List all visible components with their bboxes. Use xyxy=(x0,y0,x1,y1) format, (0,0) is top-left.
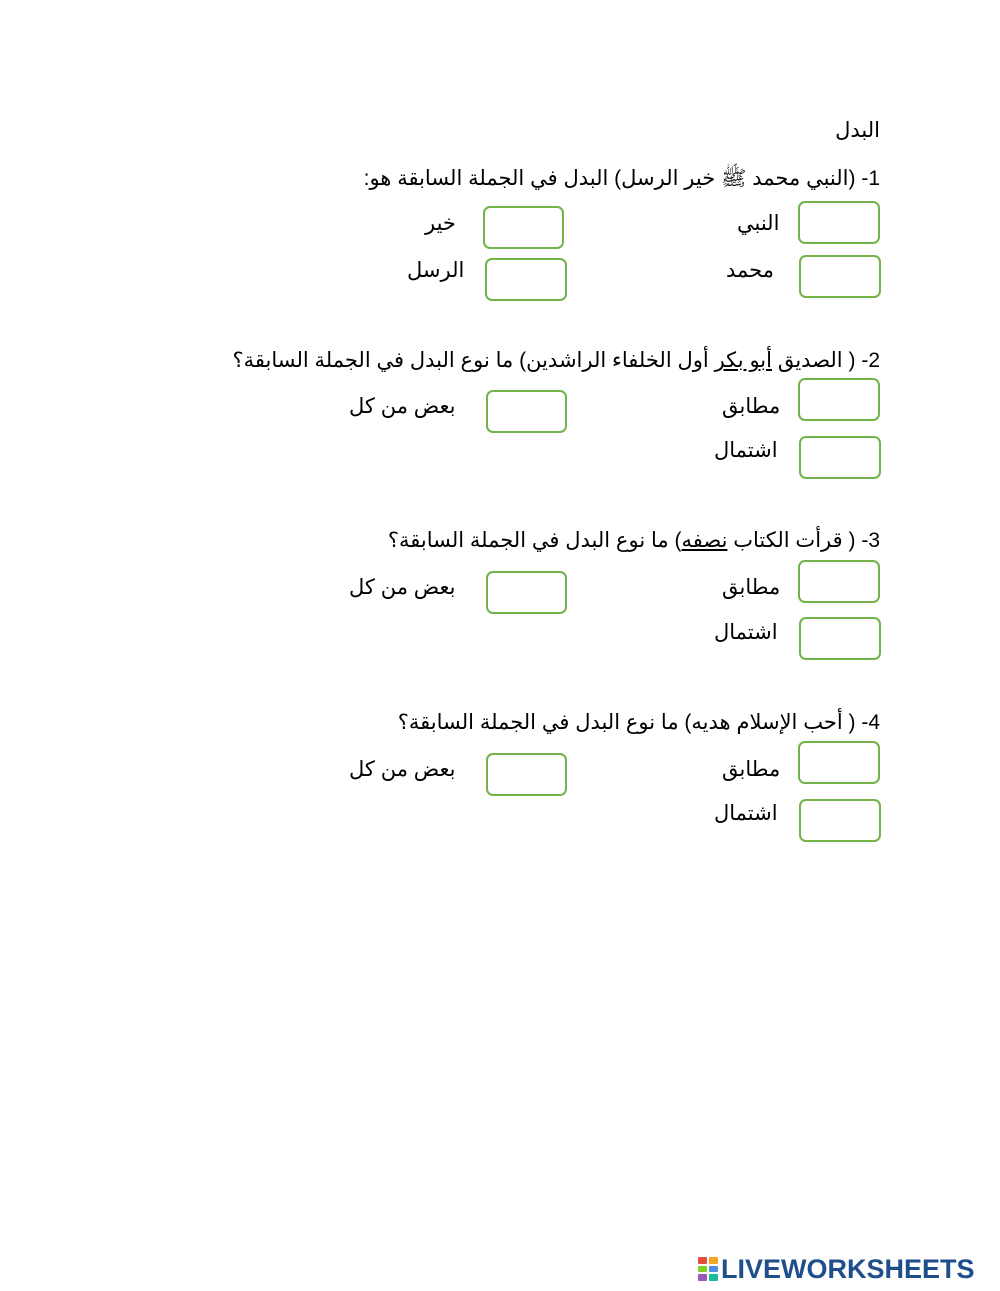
q1-option-label-muhammad: محمد xyxy=(726,259,774,282)
question-3-text: 3- ( قرأت الكتاب نصفه) ما نوع البدل في الجملة السابقة؟ xyxy=(387,529,880,552)
q2-option-label-mutabiq: مطابق xyxy=(722,395,781,418)
page-title: البدل xyxy=(835,119,880,142)
question-number: 1- xyxy=(855,167,880,190)
q3-option-label-baad: بعض من كل xyxy=(349,576,456,599)
q1-answer-box-khair[interactable] xyxy=(483,206,564,249)
q1-answer-box-rusul[interactable] xyxy=(485,258,567,301)
q1-answer-box-muhammad[interactable] xyxy=(799,255,881,298)
logo-block xyxy=(709,1266,718,1273)
q2-answer-box-mutabiq[interactable] xyxy=(798,378,880,421)
q3-answer-box-baad[interactable] xyxy=(486,571,567,614)
q4-answer-box-ishtimal[interactable] xyxy=(799,799,881,842)
q4-option-label-baad: بعض من كل xyxy=(349,758,456,781)
q2-answer-box-ishtimal[interactable] xyxy=(799,436,881,479)
q2-option-label-baad: بعض من كل xyxy=(349,395,456,418)
logo-blocks-icon xyxy=(698,1257,718,1281)
q4-answer-box-mutabiq[interactable] xyxy=(798,741,880,784)
logo-block xyxy=(698,1257,707,1264)
liveworksheets-logo xyxy=(698,1254,975,1284)
logo-block xyxy=(709,1274,718,1281)
underlined-badal-word: نصفه xyxy=(681,529,728,552)
question-1-text: 1- (النبي محمد ﷺ خير الرسل) البدل في الجملة السابقة هو: xyxy=(363,167,880,190)
q4-option-label-ishtimal: اشتمال xyxy=(714,802,778,825)
brand-name: LIVEWORKSHEETS xyxy=(721,1253,975,1284)
q4-answer-box-baad[interactable] xyxy=(486,753,567,796)
q3-option-label-mutabiq: مطابق xyxy=(722,576,781,599)
q3-answer-box-mutabiq[interactable] xyxy=(798,560,880,603)
q1-answer-box-nabi[interactable] xyxy=(798,201,880,244)
q1-option-label-khair: خير xyxy=(425,212,456,235)
question-2-text: 2- ( الصديق أبو بكر أول الخلفاء الراشدين) ما نوع البدل في الجملة السابقة؟ xyxy=(232,349,880,372)
q2-answer-box-baad[interactable] xyxy=(486,390,567,433)
q3-option-label-ishtimal: اشتمال xyxy=(714,621,778,644)
q3-answer-box-ishtimal[interactable] xyxy=(799,617,881,660)
q2-option-label-ishtimal: اشتمال xyxy=(714,439,778,462)
q4-option-label-mutabiq: مطابق xyxy=(722,758,781,781)
underlined-badal-word: أبو بكر xyxy=(714,349,772,372)
question-4-text: 4- ( أحب الإسلام هديه) ما نوع البدل في الجملة السابقة؟ xyxy=(397,711,880,734)
logo-block xyxy=(698,1274,707,1281)
q1-option-label-rusul: الرسل xyxy=(407,259,465,282)
logo-block xyxy=(709,1257,718,1264)
q1-option-label-nabi: النبي xyxy=(737,212,780,235)
logo-block xyxy=(698,1266,707,1273)
